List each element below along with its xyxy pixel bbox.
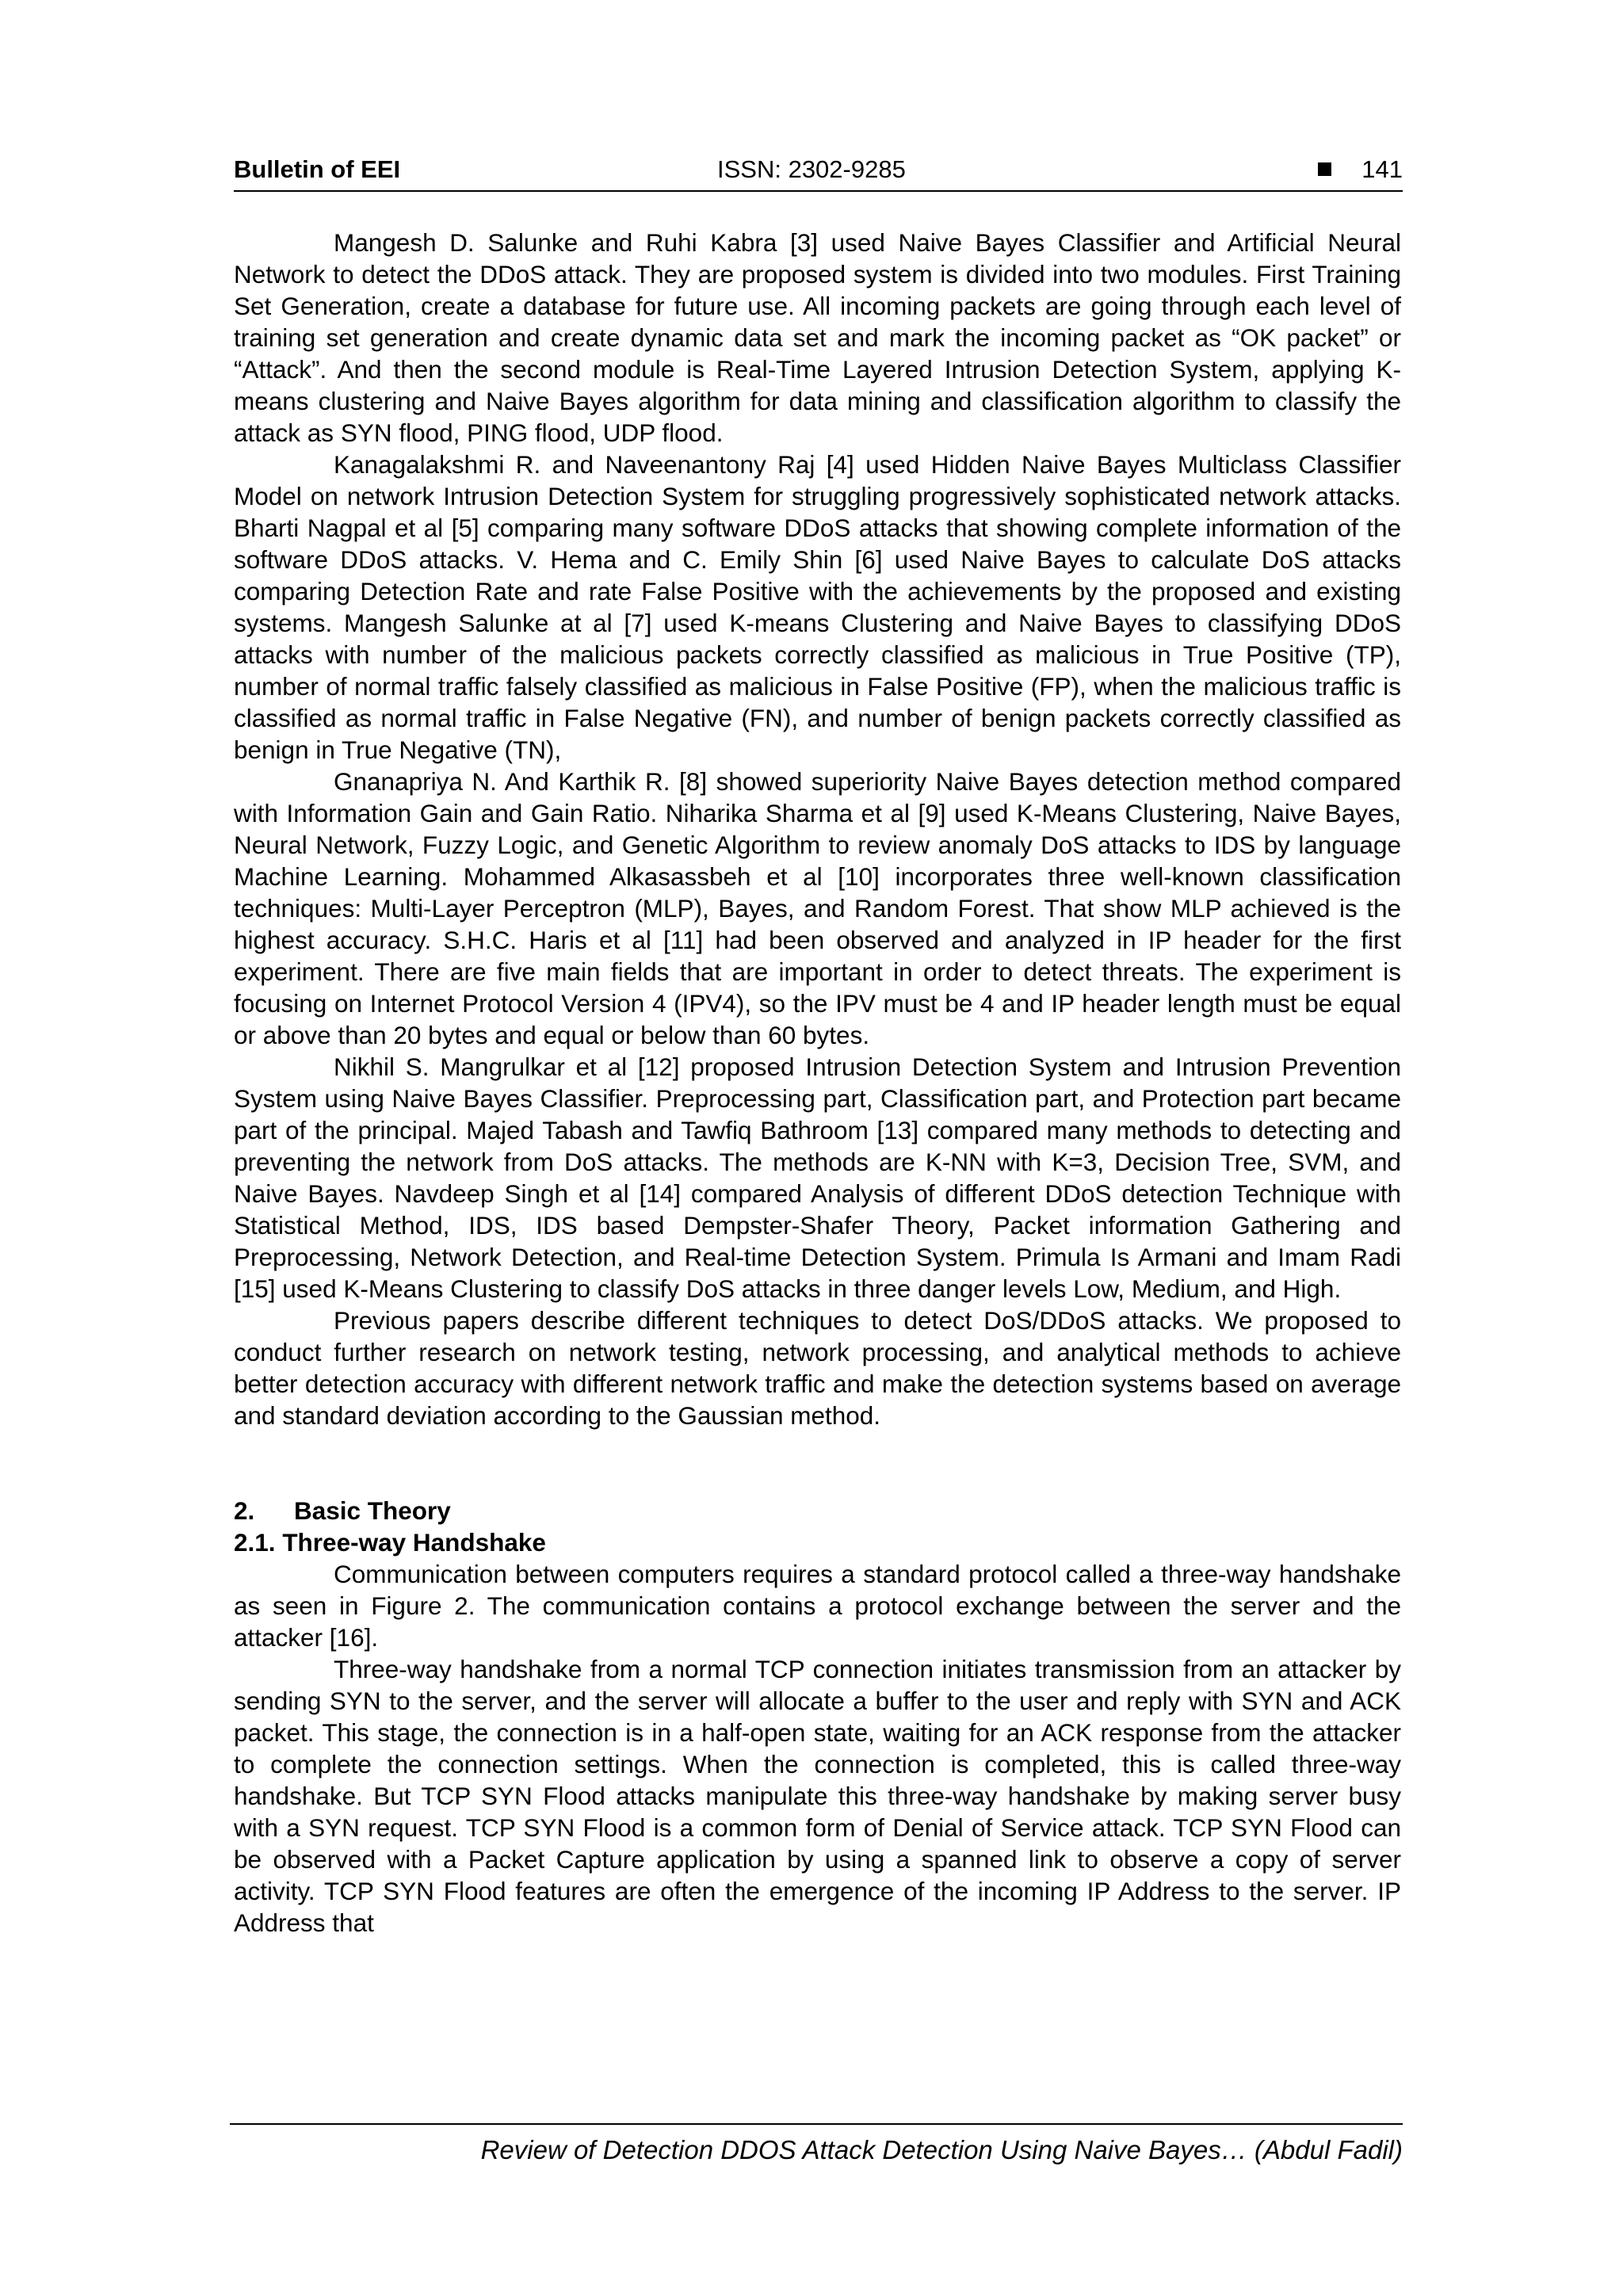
section-heading xyxy=(234,1495,1401,1526)
paragraph: Three-way handshake from a normal TCP connection initiates transmission from an attacker by sending SYN to the server, and the server will allocate a buffer to the user and reply with SYN and ACK packet. This stage, the connection is in a half-open state, waiting for an ACK response from the attacker to complete the connection settings. When the connection is completed, this is called three-way handshake. But TCP SYN Flood attacks manipulate this three-way handshake by making server busy with a SYN request. TCP SYN Flood is a common form of Denial of Service attack. TCP SYN Flood can be observed with a Packet Capture application by using a spanned link to observe a copy of server activity. TCP SYN Flood features are often the emergence of the incoming IP Address to the server. IP Address that xyxy=(234,1655,1401,1937)
paragraph: Gnanapriya N. And Karthik R. [8] showed superiority Naive Bayes detection method compared with Information Gain and Gain Ratio. Niharika Sharma et al [9] used K-Means Clustering, Naive Bayes, Neural Network, Fuzzy Logic, and Genetic Algorithm to review anomaly DoS attacks to IDS by language Machine Learning. Mohammed Alkasassbeh et al [10] incorporates three well-known classification techniques: Multi-Layer Perceptron (MLP), Bayes, and Random Forest. That show MLP achieved is the highest accuracy. S.H.C. Haris et al [11] had been observed and analyzed in IP header for the first experiment. There are five main fields that are important in order to detect threats. The experiment is focusing on Internet Protocol Version 4 (IPV4), so the IPV must be 4 and IP header length must be equal or above than 20 bytes and equal or below than 60 bytes. xyxy=(234,767,1401,1049)
paragraph: Communication between computers requires a standard protocol called a three-way handshake as seen in Figure 2. The communication contains a protocol exchange between the server and the attacker [16]. xyxy=(234,1560,1401,1652)
journal-name: Bulletin of EEI xyxy=(234,155,401,183)
section-number: 2. xyxy=(234,1496,255,1525)
paragraph: Mangesh D. Salunke and Ruhi Kabra [3] used Naive Bayes Classifier and Artificial Neural Network to detect the DDoS attack. They are proposed system is divided into two modules. First Training Set Generation, create a database for future use. All incoming packets are going through each level of training set generation and create dynamic data set and mark the incoming packet as “OK packet” or “Attack”. And then the second module is Real-Time Layered Intrusion Detection System, applying K-means clustering and Naive Bayes algorithm for data mining and classification algorithm to classify the attack as SYN flood, PING flood, UDP flood. xyxy=(234,228,1401,447)
running-footer xyxy=(230,2123,1403,2166)
footer-text: Review of Detection DDOS Attack Detection Using Naive Bayes… (Abdul Fadil) xyxy=(480,2135,1403,2164)
section-title: Basic Theory xyxy=(294,1496,451,1525)
subsection-title: Three-way Handshake xyxy=(282,1528,546,1557)
paragraph: Kanagalakshmi R. and Naveenantony Raj [4] used Hidden Naive Bayes Multiclass Classifier Model on network Intrusion Detection System for struggling progressively sophisticated network attacks. Bharti Nagpal et al [5] comparing many software DDoS attacks that showing complete information of the software DDoS attacks. V. Hema and C. Emily Shin [6] used Naive Bayes to calculate DoS attacks comparing Detection Rate and rate False Positive with the achievements by the proposed and existing systems. Mangesh Salunke at al [7] used K-means Clustering and Naive Bayes to classifying DDoS attacks with number of the malicious packets correctly classified as malicious in True Positive (TP), number of normal traffic falsely classified as malicious in False Positive (FP), when the malicious traffic is classified as normal traffic in False Negative (FN), and number of benign packets correctly classified as benign in True Negative (TN), xyxy=(234,450,1401,764)
page-number-group xyxy=(1318,155,1403,184)
subsection-number: 2.1. xyxy=(234,1528,276,1557)
paragraph: Previous papers describe different techniques to detect DoS/DDoS attacks. We proposed to conduct further research on network testing, network processing, and analytical methods to achieve better detection accuracy with different network traffic and make the detection systems based on average and standard deviation according to the Gaussian method. xyxy=(234,1306,1401,1430)
section-gap xyxy=(234,1431,1401,1495)
issn: ISSN: 2302-9285 xyxy=(717,155,906,183)
running-header xyxy=(234,155,1403,192)
paragraph: Nikhil S. Mangrulkar et al [12] proposed Intrusion Detection System and Intrusion Prevention System using Naive Bayes Classifier. Preprocessing part, Classification part, and Protection part became part of the principal. Majed Tabash and Tawfiq Bathroom [13] compared many methods to detecting and preventing the network from DoS attacks. The methods are K-NN with K=3, Decision Tree, SVM, and Naive Bayes. Navdeep Singh et al [14] compared Analysis of different DDoS detection Technique with Statistical Method, IDS, IDS based Dempster-Shafer Theory, Packet information Gathering and Preprocessing, Network Detection, and Real-time Detection System. Primula Is Armani and Imam Radi [15] used K-Means Clustering to classify DoS attacks in three danger levels Low, Medium, and High. xyxy=(234,1052,1401,1303)
square-bullet-icon xyxy=(1318,162,1331,176)
page-number: 141 xyxy=(1361,155,1403,183)
body-text xyxy=(234,227,1401,1939)
subsection-heading xyxy=(234,1526,1401,1558)
